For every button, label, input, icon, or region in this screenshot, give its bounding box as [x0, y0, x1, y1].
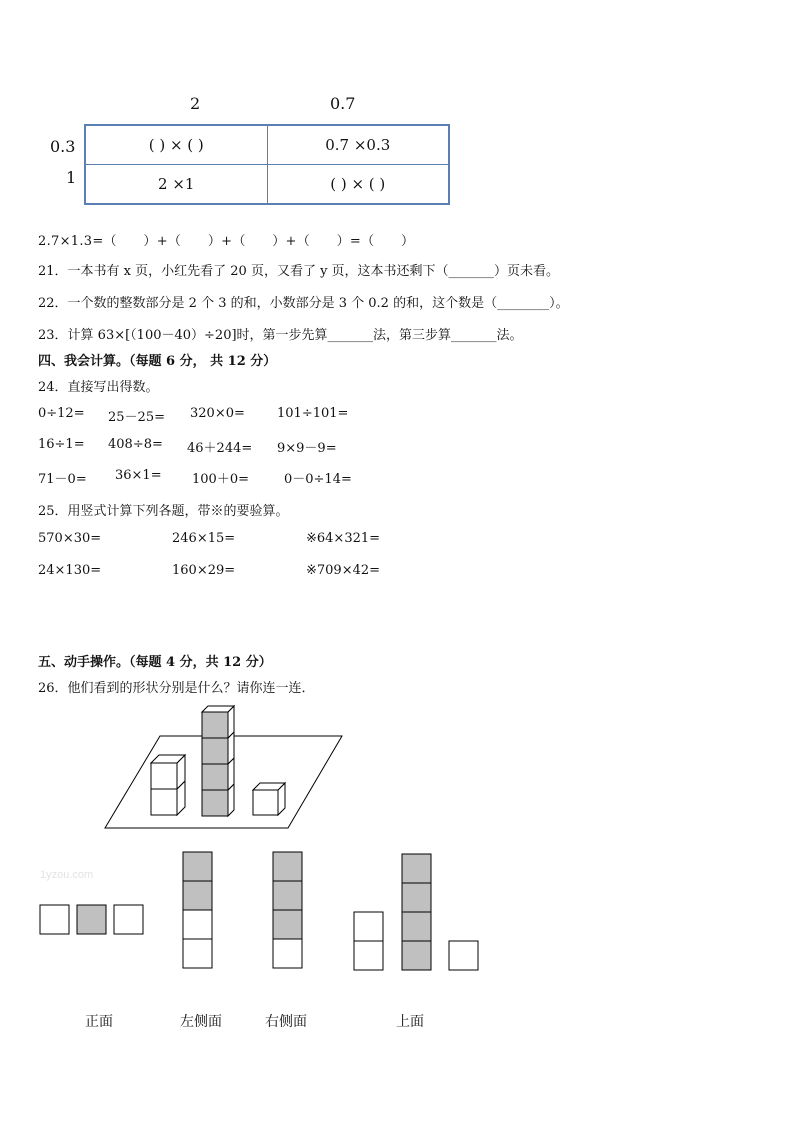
q24-item: 101÷101=: [277, 406, 349, 421]
q25-item: 160×29=: [172, 563, 236, 578]
label-left-side: 左侧面: [180, 1014, 222, 1030]
q25-item: ※64×321=: [306, 531, 381, 546]
grid-row-header-1: 0.3: [50, 137, 76, 156]
q24-item: 36×1=: [115, 468, 162, 483]
question-25: 25．用竖式计算下列各题，带※的要验算。: [38, 504, 289, 519]
q24-item: 100＋0=: [192, 472, 249, 487]
question-21: 21．一本书有 x 页，小红先看了 20 页，又看了 y 页，这本书还剩下（_______）页未看。: [38, 264, 560, 279]
grid-cell: ( ) × ( ): [267, 165, 449, 205]
q25-item: ※709×42=: [306, 563, 381, 578]
grid-col-header-2: 0.7: [330, 94, 356, 113]
section-4-heading: 四、我会计算。（每题 6 分， 共 12 分）: [38, 354, 277, 369]
q24-item: 0－0÷14=: [284, 472, 352, 487]
label-top: 上面: [396, 1014, 424, 1030]
section-5-heading: 五、动手操作。（每题 4 分，共 12 分）: [38, 655, 272, 670]
q24-item: 320×0=: [190, 406, 245, 421]
question-24: 24．直接写出得数。: [38, 380, 159, 395]
question-26: 26．他们看到的形状分别是什么？请你连一连．: [38, 681, 315, 696]
q25-item: 246×15=: [172, 531, 236, 546]
cube-single-right: [253, 783, 285, 815]
q24-item: 71－0=: [38, 472, 87, 487]
label-right-side: 右侧面: [265, 1014, 307, 1030]
label-front: 正面: [85, 1014, 113, 1030]
cube-stack-middle: [202, 706, 234, 816]
watermark: 1yzou.com: [40, 869, 94, 881]
q25-item: 24×130=: [38, 563, 102, 578]
sum-expression: 2.7×1.3=（ ）+（ ）+（ ）+（ ）=（ ）: [38, 234, 415, 249]
question-22: 22．一个数的整数部分是 2 个 3 的和，小数部分是 3 个 0.2 的和，这个数是（________）。: [38, 296, 569, 311]
grid-cell: 2 ×1: [85, 165, 267, 205]
grid-cell: ( ) × ( ): [85, 125, 267, 165]
grid-row-header-2: 1: [66, 168, 77, 187]
q24-item: 0÷12=: [38, 406, 85, 421]
q24-item: 408÷8=: [108, 437, 163, 452]
cube-stack-left: [151, 755, 185, 815]
view-right-side: [273, 852, 302, 968]
view-left-side: [183, 852, 212, 968]
view-front: [40, 905, 143, 934]
grid-col-header-1: 2: [190, 94, 201, 113]
question-23: 23．计算 63×[（100－40）÷20]时，第一步先算_______法，第三步算_______法。: [38, 328, 523, 343]
q24-item: 46＋244=: [187, 441, 253, 456]
q24-item: 9×9－9=: [277, 441, 337, 456]
q24-item: 25－25=: [108, 410, 165, 425]
view-top: [354, 854, 478, 970]
q24-item: 16÷1=: [38, 437, 85, 452]
q25-item: 570×30=: [38, 531, 102, 546]
grid-cell: 0.7 ×0.3: [267, 125, 449, 165]
